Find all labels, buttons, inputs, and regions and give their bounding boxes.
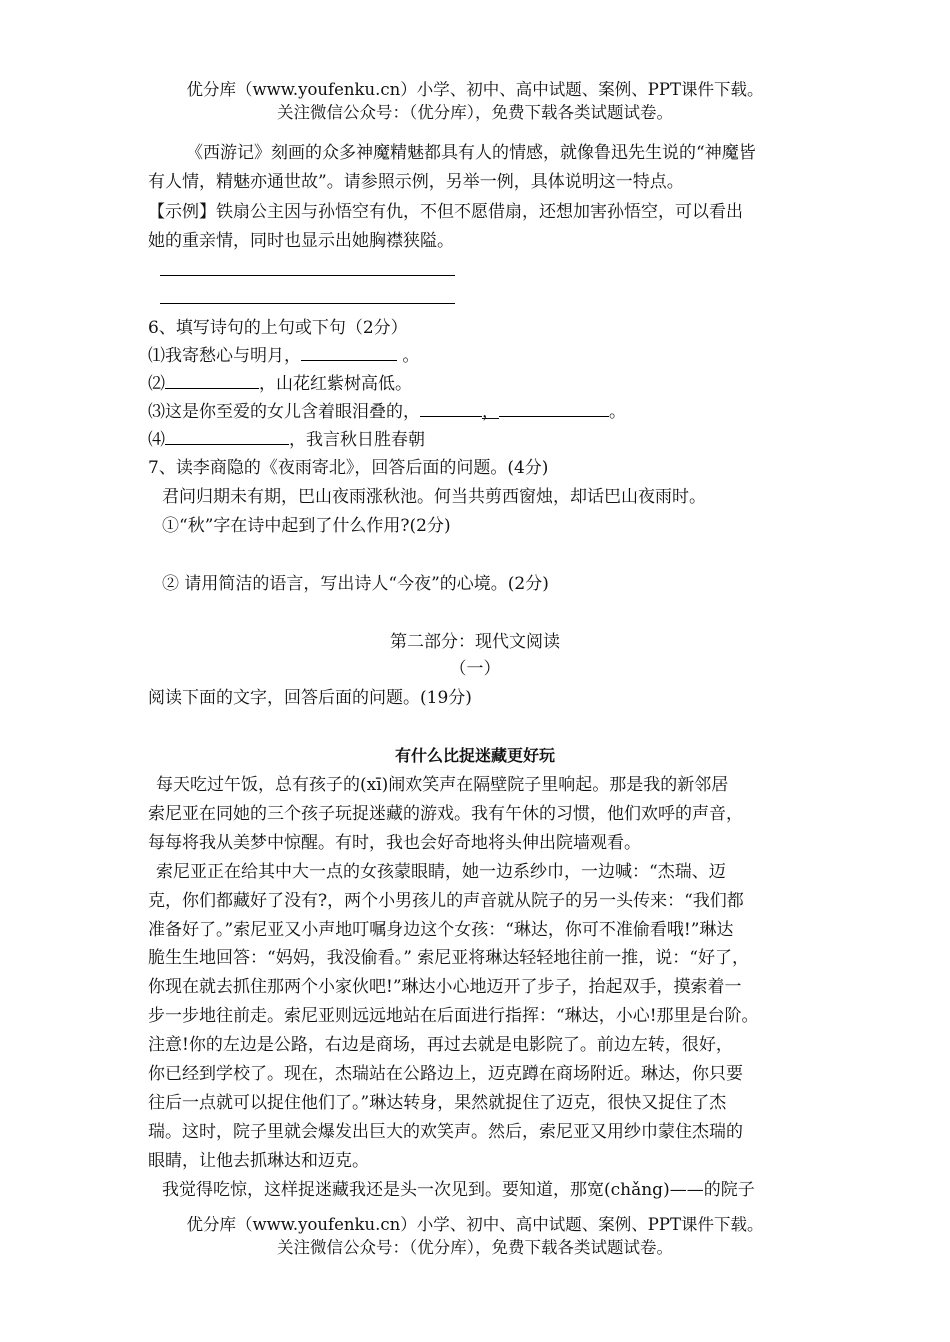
article-line: 脆生生地回答：“妈妈，我没偷看。” 索尼亚将琳达轻轻地往前一推，说：“好了，	[148, 948, 749, 969]
page-header	[0, 78, 950, 124]
q7-sub-2: ② 请用简洁的语言，写出诗人“今夜”的心境。(2分)	[162, 574, 549, 594]
q5-example-line-2: 她的重亲情，同时也显示出她胸襟狭隘。	[148, 231, 454, 251]
q6-item-3	[148, 398, 626, 426]
q6-item-3-blank-2[interactable]	[499, 398, 609, 417]
q6-item-1-text: ⑴我寄愁心与明月，	[148, 346, 301, 366]
q6-item-4-text: ，我言秋日胜春朝	[289, 430, 425, 450]
article-line: 我觉得吃惊，这样捉迷藏我还是头一次见到。要知道，那宽(chǎng)——的院子	[162, 1179, 755, 1200]
article-line: 瑞。这时，院子里就会爆发出巨大的欢笑声。然后，索尼亚又用纱巾蒙住杰瑞的	[148, 1121, 743, 1142]
article-line: 你已经到学校了。现在，杰瑞站在公路边上，迈克蹲在商场附近。琳达，你只要	[148, 1064, 743, 1085]
article-body	[148, 771, 838, 1205]
footer-line-2: 关注微信公众号：（优分库），免费下载各类试题试卷。	[277, 1238, 673, 1257]
q6-item-3-text: ⑶这是你至爱的女儿含着眼泪叠的，	[148, 402, 420, 422]
article-line: 你现在就去抓住那两个小家伙吧!”琳达小心地迈开了步子，抬起双手，摸索着一	[148, 977, 742, 998]
q6-item-4-blank[interactable]	[165, 426, 289, 445]
q6-item-1	[148, 342, 419, 370]
q6-item-2-text: ，山花红紫树高低。	[259, 374, 412, 394]
q6-title: 6、填写诗句的上句或下句（2分）	[148, 318, 408, 338]
q6-item-3-comma: ，	[482, 402, 499, 422]
header-line-2: 关注微信公众号：（优分库），免费下载各类试题试卷。	[277, 103, 673, 122]
q7-poem: 君问归期未有期，巴山夜雨涨秋池。何当共剪西窗烛，却话巴山夜雨时。	[162, 487, 706, 507]
answer-line-2[interactable]	[160, 303, 455, 304]
header-line-1: 优分库（www.youfenku.cn）小学、初中、高中试题、案例、PPT课件下载。	[186, 80, 764, 99]
q6-item-4	[148, 426, 425, 454]
q6-item-3-end: 。	[609, 402, 626, 422]
article-line: 索尼亚在同她的三个孩子玩捉迷藏的游戏。我有午休的习惯，他们欢呼的声音，	[148, 803, 743, 824]
article-line: 索尼亚正在给其中大一点的女孩蒙眼睛，她一边系纱巾，一边喊：“杰瑞、迈	[156, 861, 726, 882]
article-line: 眼睛，让他去抓琳达和迈克。	[148, 1150, 369, 1171]
q6-item-2-blank[interactable]	[165, 370, 259, 389]
q5-line-2: 有人情，精魅亦通世故”。请参照示例，另举一例，具体说明这一特点。	[148, 172, 684, 192]
q7-sub-1: ①“秋”字在诗中起到了什么作用?(2分)	[162, 516, 451, 536]
article-title: 有什么比捉迷藏更好玩	[394, 746, 555, 765]
q6-item-1-blank[interactable]	[301, 342, 397, 361]
q6-item-2	[148, 370, 412, 398]
article-line: 克，你们都藏好了没有?，两个小男孩儿的声音就从院子的另一头传来：“我们都	[148, 890, 744, 911]
page-footer	[0, 1213, 950, 1259]
part2-section: （一）	[449, 659, 501, 679]
q5-example-line-1: 【示例】铁扇公主因与孙悟空有仇，不但不愿借扇，还想加害孙悟空，可以看出	[148, 202, 743, 222]
article-line: 每天吃过午饭，总有孩子的(xī)闹欢笑声在隔壁院子里响起。那是我的新邻居	[156, 775, 729, 795]
answer-line-1[interactable]	[160, 275, 455, 276]
q5-line-1: 《西游记》刻画的众多神魔精魅都具有人的情感，就像鲁迅先生说的“神魔皆	[186, 143, 756, 163]
part2-instruction: 阅读下面的文字，回答后面的问题。(19分)	[148, 688, 472, 708]
q6-item-3-blank-1[interactable]	[420, 398, 482, 417]
article-line: 每每将我从美梦中惊醒。有时，我也会好奇地将头伸出院墙观看。	[148, 832, 641, 853]
q6-item-1-end: 。	[402, 346, 420, 366]
article-line: 准备好了。”索尼亚又小声地叮嘱身边这个女孩：“琳达，你可不准偷看哦!”琳达	[148, 919, 734, 940]
article-line: 步一步地往前走。索尼亚则远远地站在后面进行指挥：“琳达，小心!那里是台阶。	[148, 1006, 759, 1027]
article-line: 注意!你的左边是公路，右边是商场，再过去就是电影院了。前边左转，很好，	[148, 1035, 733, 1056]
footer-line-1: 优分库（www.youfenku.cn）小学、初中、高中试题、案例、PPT课件下载。	[186, 1215, 764, 1234]
q6-item-4-num: ⑷	[148, 430, 165, 450]
q6-item-2-num: ⑵	[148, 374, 165, 394]
part2-title: 第二部分：现代文阅读	[390, 632, 560, 652]
q7-title: 7、读李商隐的《夜雨寄北》，回答后面的问题。(4分)	[148, 458, 549, 478]
article-line: 往后一点就可以捉住他们了。”琳达转身，果然就捉住了迈克，很快又捉住了杰	[148, 1092, 727, 1113]
